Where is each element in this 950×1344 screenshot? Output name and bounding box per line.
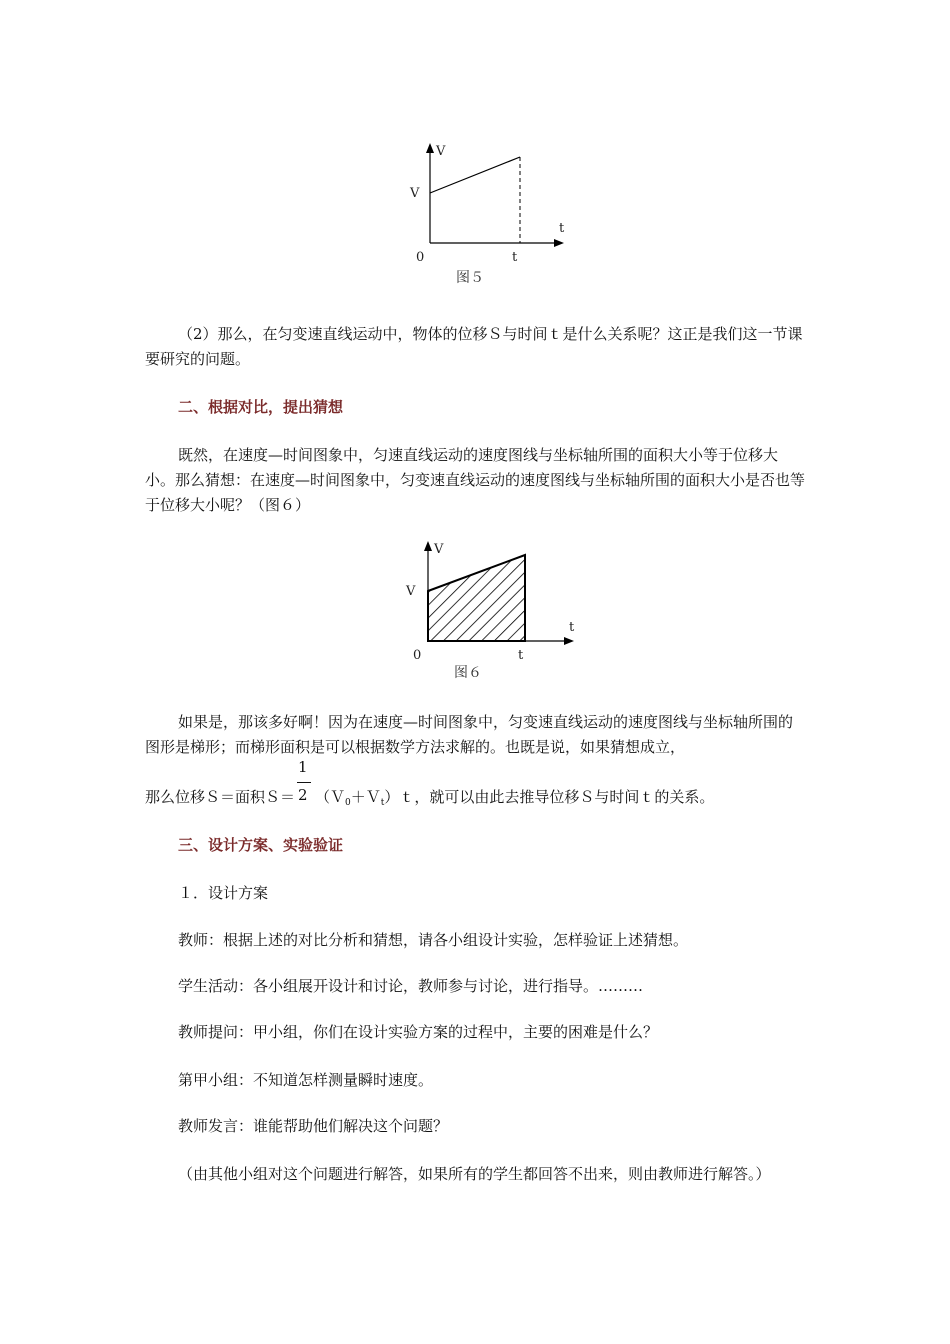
t-mark-label: t [512,250,518,265]
origin-label: 0 [416,250,425,265]
v-axis-label: V [436,144,446,159]
dialogue-line-2: 学生活动：各小组展开设计和讨论，教师参与讨论，进行指导。……… [178,977,644,995]
subscript-t: t [380,798,385,808]
formula-line [145,758,805,813]
paragraph-3: 如果是，那该多好啊！因为在速度—时间图象中，匀变速直线运动的速度图线与坐标轴所围的图形是梯形；而梯形面积是可以根据数学方法求解的。也既是说，如果猜想成立， [145,713,794,756]
figure-caption: 图５ [456,270,484,286]
figure-caption: 图６ [454,665,482,681]
dialogue-line-4: 第甲小组：不知道怎样测量瞬时速度。 [178,1071,434,1089]
heading-3: 三、设计方案、实验验证 [178,836,344,854]
origin-label: 0 [413,648,422,663]
paragraph-4: （由其他小组对这个问题进行解答，如果所有的学生都回答不出来，则由教师进行解答。） [178,1165,771,1183]
item-design-plan: １．设计方案 [178,884,269,902]
fraction-denominator: 2 [298,786,308,804]
figure-6 [398,533,588,683]
paragraph-2: 既然，在速度—时间图象中，匀速直线运动的速度图线与坐标轴所围的面积大小等于位移大小。那么猜想：在速度—时间图象中，匀变速直线运动的速度图线与坐标轴所围的面积大小是否也等于位移大小呢？（图６） [145,446,806,514]
dialogue-line-3: 教师提问：甲小组，你们在设计实验方案的过程中，主要的困难是什么？ [178,1023,659,1041]
t-mark-label: t [518,648,524,663]
t-axis-label: t [569,620,575,635]
v0-label: V [410,186,420,201]
heading-2: 二、根据对比，提出猜想 [178,398,344,416]
dialogue-line-1: 教师：根据上述的对比分析和猜想，请各小组设计实验，怎样验证上述猜想。 [178,931,689,949]
t-axis-label: t [559,221,565,236]
v0-label: V [406,584,416,599]
v-axis-label: V [434,542,444,557]
formula-open: （Ｖ [315,788,346,806]
fraction-numerator: 1 [298,758,308,776]
paragraph-1: （2）那么，在匀变速直线运动中，物体的位移Ｓ与时间ｔ是什么关系呢？这正是我们这一节课要研究的问题。 [145,325,803,368]
figure-5 [400,135,580,295]
formula-plus: ＋Ｖ [350,788,381,806]
dialogue-line-5: 教师发言：谁能帮助他们解决这个问题？ [178,1117,449,1135]
formula-prefix: 那么位移Ｓ＝面积Ｓ＝ [145,788,296,806]
formula-close: ）ｔ，就可以由此去推导位移Ｓ与时间ｔ的关系。 [384,788,715,806]
fraction-half [297,758,311,804]
subscript-0: 0 [345,798,351,808]
